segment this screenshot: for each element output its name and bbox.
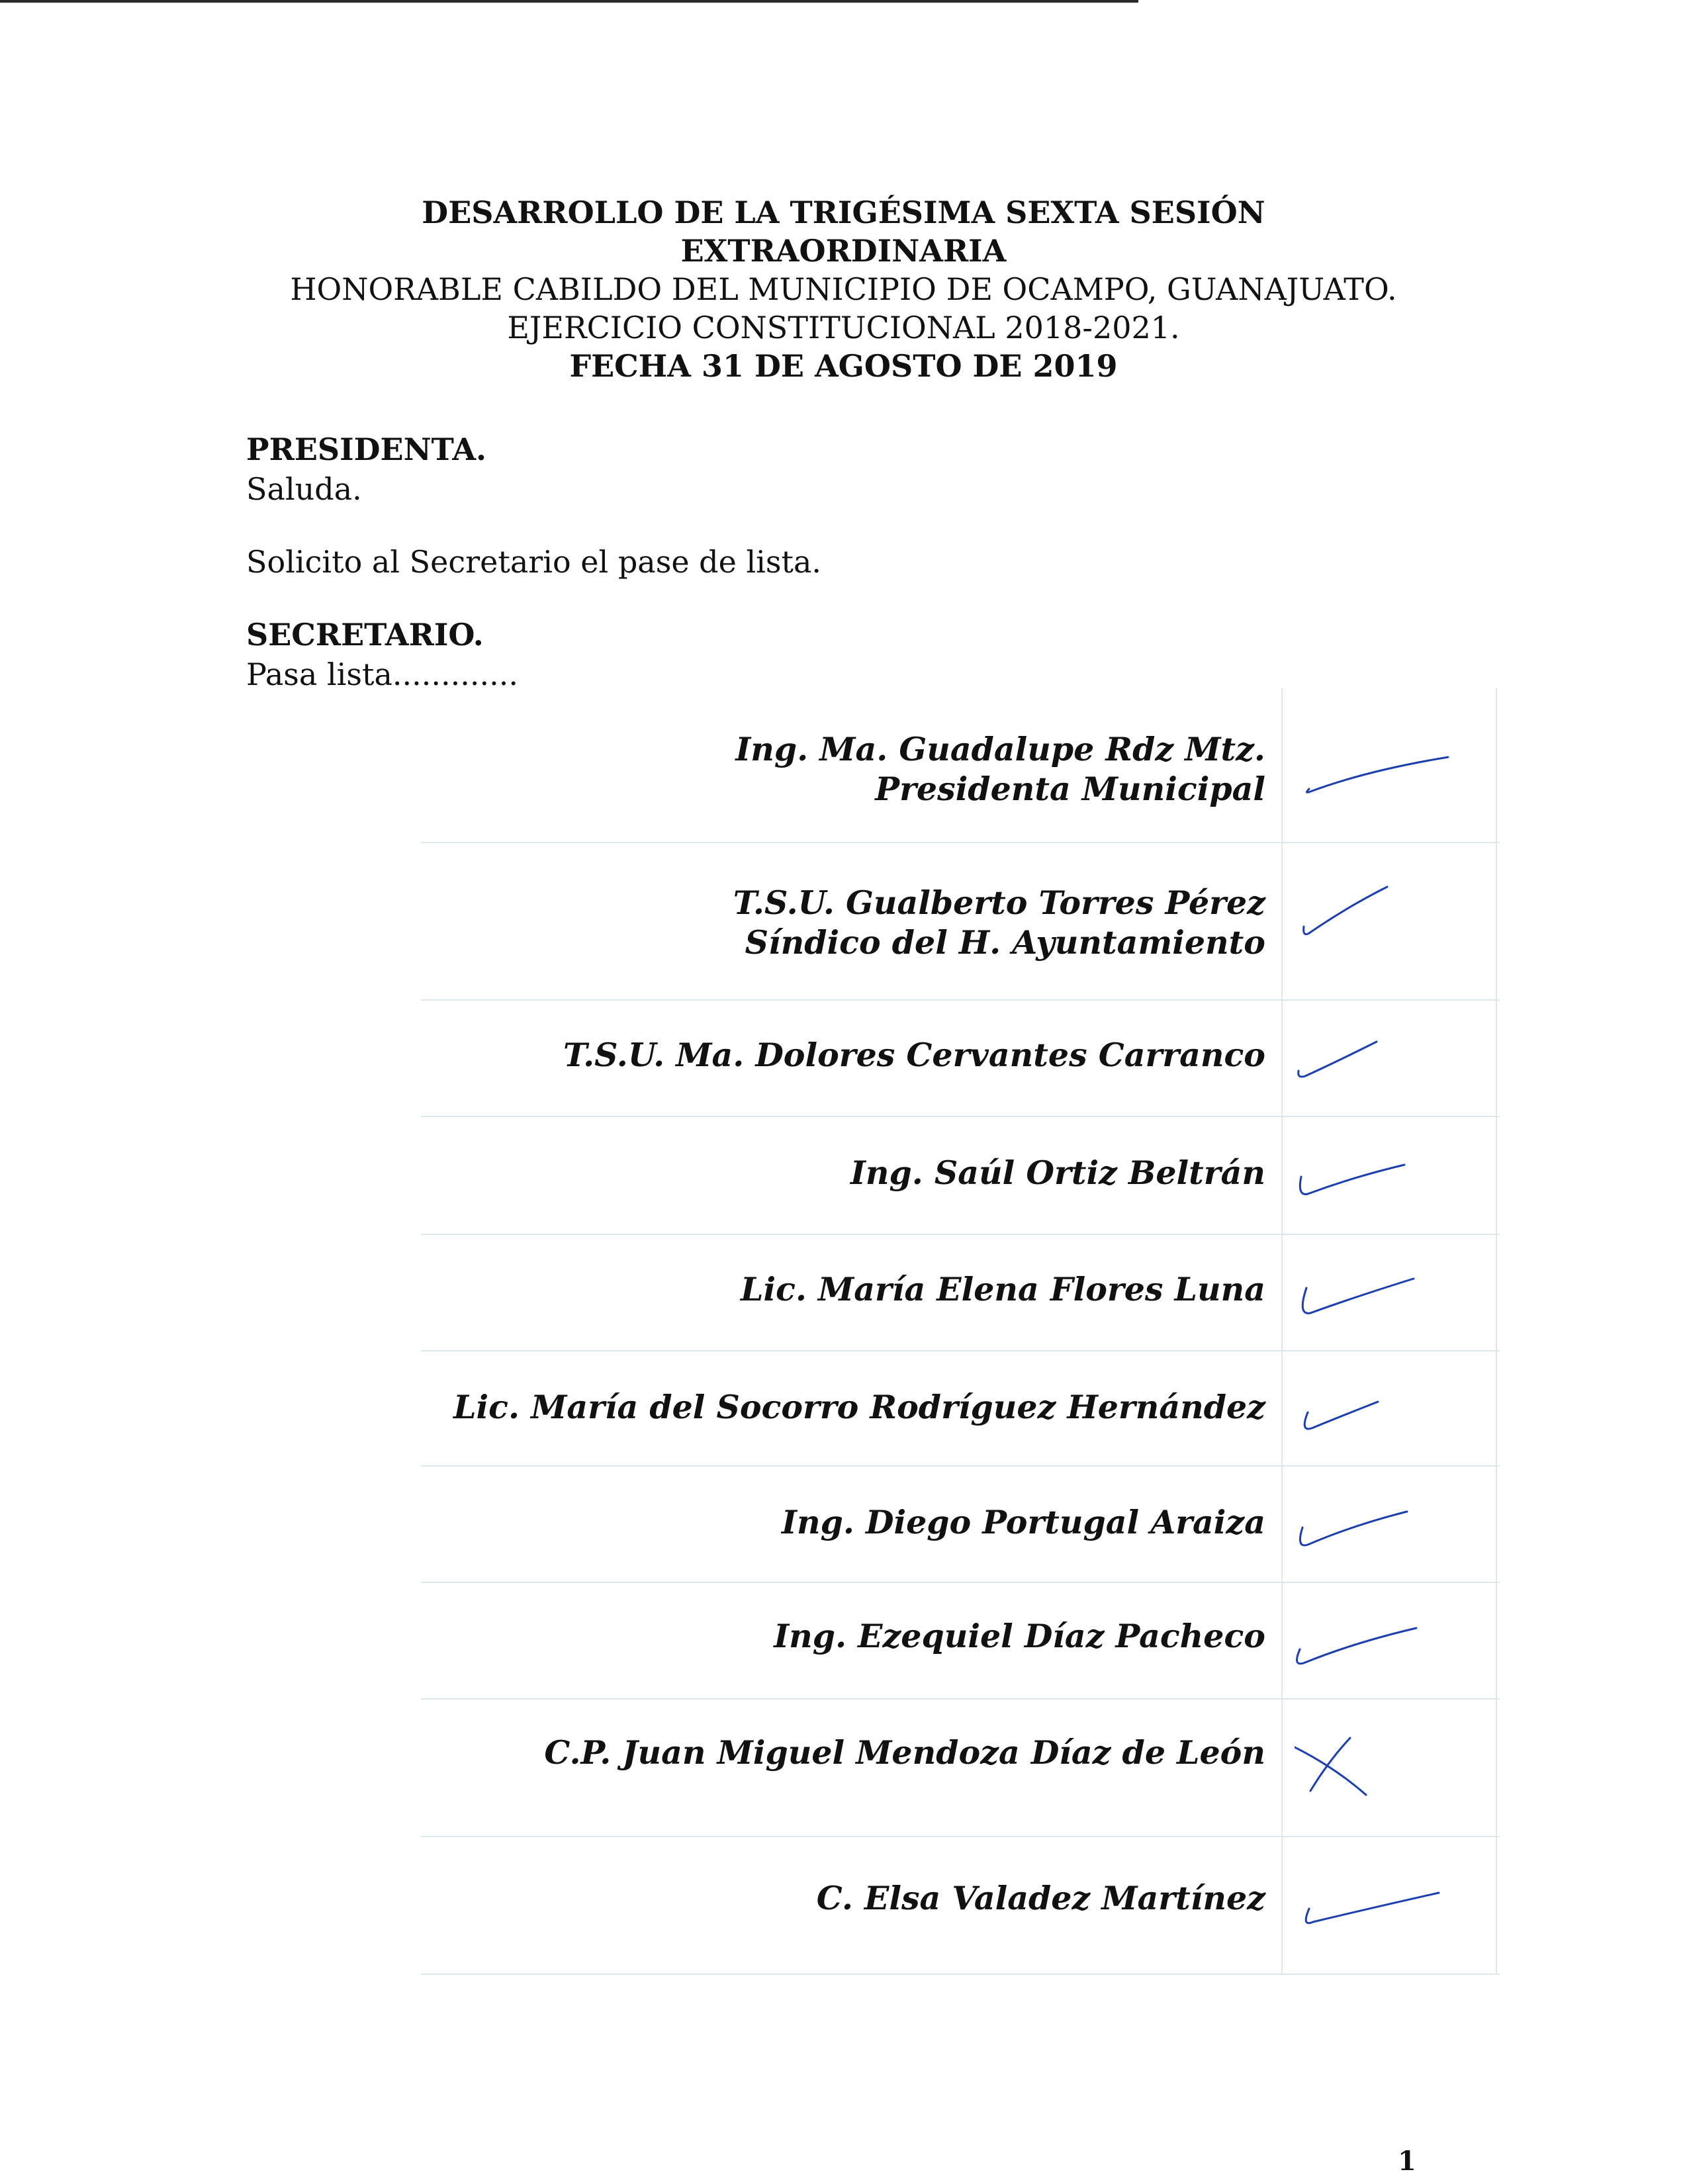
- column-divider: [1281, 1837, 1283, 1974]
- member-name: Lic. María del Socorro Rodríguez Hernández: [453, 1388, 1265, 1426]
- column-border: [1496, 1700, 1497, 1836]
- column-border: [1496, 1837, 1497, 1974]
- column-border: [1496, 688, 1497, 842]
- column-divider: [1281, 1351, 1283, 1465]
- member-cell: [817, 1878, 1265, 1918]
- member-name: T.S.U. Gualberto Torres Pérez: [733, 884, 1265, 922]
- member-name: C. Elsa Valadez Martínez: [816, 1879, 1265, 1917]
- secretario-roll-call: Pasa lista.............: [246, 657, 518, 692]
- check-mark-icon: [1295, 880, 1453, 946]
- member-cell: [544, 1733, 1265, 1772]
- roll-row: [421, 1001, 1500, 1117]
- roll-row: [421, 1117, 1500, 1235]
- member-cell: [774, 1616, 1265, 1656]
- member-cell: [741, 1269, 1265, 1309]
- header-term-line: EJERCICIO CONSTITUCIONAL 2018-2021.: [507, 310, 1180, 345]
- roll-call-table: [421, 688, 1500, 1975]
- roll-row: [421, 1700, 1500, 1837]
- member-name: Ing. Ezequiel Díaz Pacheco: [774, 1617, 1265, 1655]
- speaker-secretario: SECRETARIO.: [246, 617, 484, 653]
- roll-row: [421, 1837, 1500, 1975]
- member-cell: [453, 1387, 1265, 1427]
- roll-row: [421, 688, 1500, 843]
- column-divider: [1281, 688, 1283, 842]
- document-header: [0, 193, 1687, 385]
- header-title-line2: EXTRAORDINARIA: [680, 233, 1007, 269]
- roll-row: [421, 1235, 1500, 1351]
- column-divider: [1281, 1583, 1283, 1698]
- member-name: Lic. María Elena Flores Luna: [741, 1270, 1265, 1308]
- roll-row: [421, 1351, 1500, 1467]
- member-cell: [850, 1153, 1265, 1193]
- column-border: [1496, 1001, 1497, 1116]
- member-cell: [735, 729, 1265, 809]
- cross-mark-icon: [1295, 1734, 1453, 1807]
- member-name: Ing. Saúl Ortiz Beltrán: [850, 1154, 1265, 1192]
- check-mark-icon: [1295, 1881, 1453, 1940]
- roll-row: [421, 843, 1500, 1001]
- member-cell: [563, 1035, 1265, 1075]
- member-name: C.P. Juan Miguel Mendoza Díaz de León: [544, 1733, 1265, 1772]
- member-title: Síndico del H. Ayuntamiento: [745, 923, 1265, 962]
- member-cell: [733, 883, 1265, 962]
- member-name: Ing. Diego Portugal Araiza: [782, 1503, 1265, 1541]
- roll-row: [421, 1467, 1500, 1583]
- check-mark-icon: [1295, 1264, 1453, 1324]
- column-border: [1496, 1351, 1497, 1465]
- column-border: [1496, 1117, 1497, 1234]
- column-divider: [1281, 843, 1283, 999]
- column-divider: [1281, 1001, 1283, 1116]
- header-date-line: FECHA 31 DE AGOSTO DE 2019: [569, 348, 1118, 384]
- presidenta-request: Solicito al Secretario el pase de lista.: [246, 544, 822, 580]
- column-border: [1496, 1235, 1497, 1350]
- column-border: [1496, 1467, 1497, 1582]
- column-divider: [1281, 1467, 1283, 1582]
- roll-row: [421, 1583, 1500, 1700]
- member-cell: [782, 1502, 1265, 1542]
- column-divider: [1281, 1117, 1283, 1234]
- column-border: [1496, 1583, 1497, 1698]
- page-number: 1: [1398, 2146, 1416, 2177]
- column-divider: [1281, 1235, 1283, 1350]
- speaker-presidenta: PRESIDENTA.: [246, 432, 487, 467]
- member-name: T.S.U. Ma. Dolores Cervantes Carranco: [563, 1036, 1265, 1074]
- header-council-line: HONORABLE CABILDO DEL MUNICIPIO DE OCAMPO, GUANAJUATO.: [290, 271, 1397, 307]
- check-mark-icon: [1295, 1391, 1453, 1444]
- check-mark-icon: [1295, 1032, 1453, 1085]
- presidenta-greeting: Saluda.: [246, 471, 362, 507]
- column-divider: [1281, 1700, 1283, 1836]
- check-mark-icon: [1295, 748, 1453, 801]
- check-mark-icon: [1295, 1150, 1453, 1203]
- header-title-line1: DESARROLLO DE LA TRIGÉSIMA SEXTA SESIÓN: [422, 195, 1265, 230]
- check-mark-icon: [1295, 1612, 1453, 1672]
- check-mark-icon: [1295, 1501, 1453, 1554]
- member-name: Ing. Ma. Guadalupe Rdz Mtz.: [735, 730, 1265, 768]
- member-title: Presidenta Municipal: [875, 770, 1265, 808]
- column-border: [1496, 843, 1497, 999]
- scan-edge: [0, 0, 1138, 3]
